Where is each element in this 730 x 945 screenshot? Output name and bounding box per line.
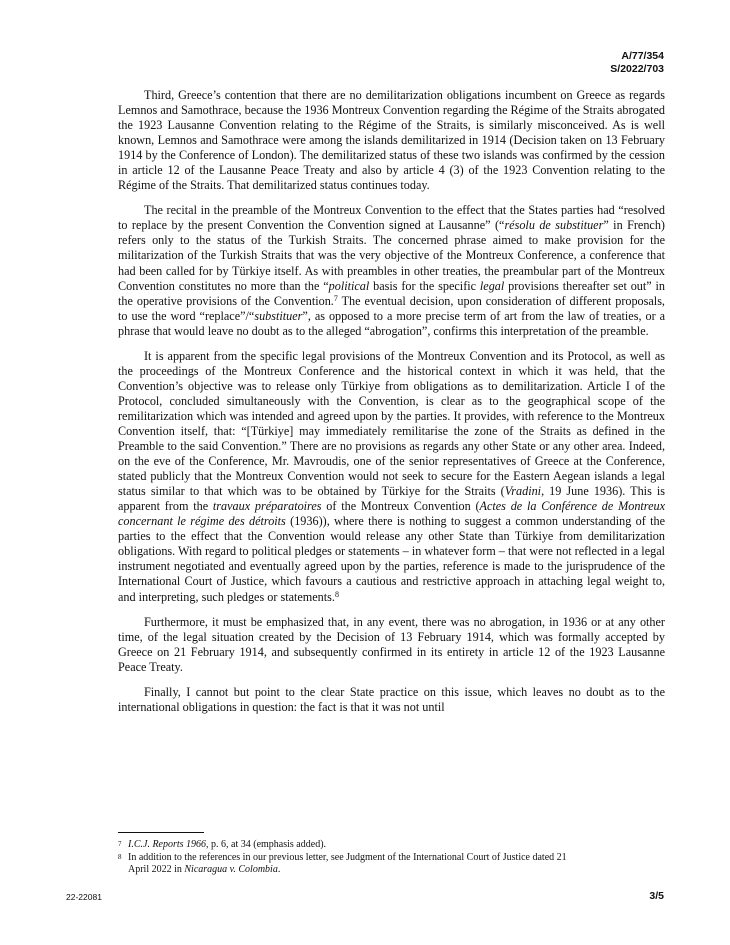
emphasis: résolu de substituer xyxy=(504,218,604,233)
footnote-7 xyxy=(118,839,578,852)
emphasis: I.C.J. Reports 1966 xyxy=(128,839,207,850)
text-run: ” in French) refers only to the status of the Turkish Straits. The concerned phrase aimed to make provision for the militarization of the Turkish Straits that was the very objective of the Montreux Conference, a conference that had been called for by Türkiye itself. As with preambles in other treaties, the preambular part of the Montreux Convention constitutes no more than the “ xyxy=(118,218,665,293)
emphasis: political xyxy=(328,278,370,293)
paragraph-no-abrogation: Furthermore, it must be emphasized that, in any event, there was no abrogation, in 1936 or at any other time, of the legal situation created by the Decision of 13 February 1914, which was formally accepted by Greece on 21 February 1914, and subsequently confirmed in its entirety in article 12 of the 1923 Lausanne Peace Treaty. xyxy=(118,614,665,674)
footnote-text xyxy=(128,852,578,877)
footnote-number: 8 xyxy=(118,852,122,861)
paragraph-montreux-preamble xyxy=(118,203,665,338)
document-number: 22-22081 xyxy=(66,892,102,902)
emphasis: substituer xyxy=(254,308,303,323)
text-run: The recital in the preamble of the Montreux Convention to the effect that the States parties had “resolved to replace by the present Convention the Convention signed at Lausanne” (“ xyxy=(118,203,665,233)
text-run: . xyxy=(277,864,281,875)
emphasis: Nicaragua v. Colombia xyxy=(184,864,278,875)
paragraph-lemnos-samothrace: Third, Greece’s contention that there are no demilitarization obligations incumbent on Greece as regards Lemnos and Samothrace, because the 1936 Montreux Convention regarding the Régime of the Straits abrogated the 1923 Lausanne Convention relating to the Régime of the Straits, is similarly misconceived. As is well known, Lemnos and Samothrace were among the islands demilitarized in 1914 (Decision taken on 13 February 1914 by the Conference of London). The demilitarized status of these two islands was confirmed by the cession in article 12 of the Lausanne Peace Treaty and also by article 4 (3) of the 1923 Convention relating to the Régime of the Straits. That demilitarized status continues today. xyxy=(118,88,665,193)
document-symbol-header xyxy=(610,50,664,76)
footnote-text xyxy=(128,839,578,852)
footnote-8 xyxy=(118,852,578,877)
footnote-number: 7 xyxy=(118,840,122,848)
footnote-separator xyxy=(118,832,204,833)
page-number: 3/5 xyxy=(649,890,664,902)
text-run: provisions thereafter set out” in the operative provisions of the Convention. xyxy=(118,278,666,308)
paragraph-state-practice: Finally, I cannot but point to the clear State practice on this issue, which leaves no doubt as to the international obligations in question: the fact is that it was not until xyxy=(118,684,665,714)
text-run: It is apparent from the specific legal provisions of the Montreux Convention and its Protocol, as well as the proceedings of the Montreux Conference and the historical context in which it was held, that the Convention’s objective was to release only Türkiye from obligations as to demilitarization. Article I of the Protocol, concluded simultaneously with the Convention, is clear as to the geographical scope of the remilitarization which was intended and agreed upon by the parties. It provides, with reference to the Montreux Convention itself, that: “[Türkiye] may immediately remilitarise the zone of the Straits as defined in the Preamble to the said Convention.” There are no provisions as regards any other State or any other area. Indeed, on the eve of the Conference, Mr. Mavroudis, one of the senior representatives of Greece at the Conference, stated publicly that the Montreux Convention would not seek to secure for the Eastern Aegean islands a legal status similar to that which was to be obtained by Türkiye for the Straits ( xyxy=(118,348,665,499)
text-run: , 19 June 1936). This is apparent from the xyxy=(118,484,666,514)
footnote-reference-7[interactable]: 7 xyxy=(333,293,338,303)
emphasis: Vradini xyxy=(504,484,542,499)
text-run: The eventual decision, upon consideration of different proposals, to use the word “replace”/“ xyxy=(118,293,665,323)
paragraph-convention-objective xyxy=(118,349,665,605)
emphasis: legal xyxy=(479,278,505,293)
emphasis: travaux préparatoires xyxy=(212,499,322,514)
footnotes xyxy=(118,839,578,877)
text-run: , p. 6, at 34 (emphasis added). xyxy=(206,839,327,850)
text-run: basis for the specific xyxy=(369,278,480,293)
document-symbol-general-assembly: A/77/354 xyxy=(621,50,664,62)
text-run: In addition to the references in our previous letter, see Judgment of the International Court of Justice dated 21 April 2022 in xyxy=(128,851,567,875)
letter-body xyxy=(118,88,665,725)
text-run: of the Montreux Convention ( xyxy=(321,499,480,514)
document-symbol-security-council: S/2022/703 xyxy=(610,63,664,75)
footnote-reference-8[interactable]: 8 xyxy=(334,589,339,599)
emphasis: Actes de la Conférence de Montreux concernant le régime des détroits xyxy=(118,499,665,529)
text-run: ”, as opposed to a more precise term of art from the law of treaties, or a phrase that would leave no doubt as to the alleged “abrogation”, confirms this interpretation of the preamble. xyxy=(118,308,666,338)
text-run: (1936)), where there is nothing to suggest a common understanding of the parties to the effect that the Convention would release any other State than Türkiye from demilitarization obligations. With regard to political pledges or statements – in whatever form – that were not reflected in a legal instrument negotiated and eventually agreed upon by the parties, reference is made to the jurisprudence of the International Court of Justice, which favours a cautious and restrictive approach in attaching legal weight to, and interpreting, such pledges or statements. xyxy=(118,514,666,604)
